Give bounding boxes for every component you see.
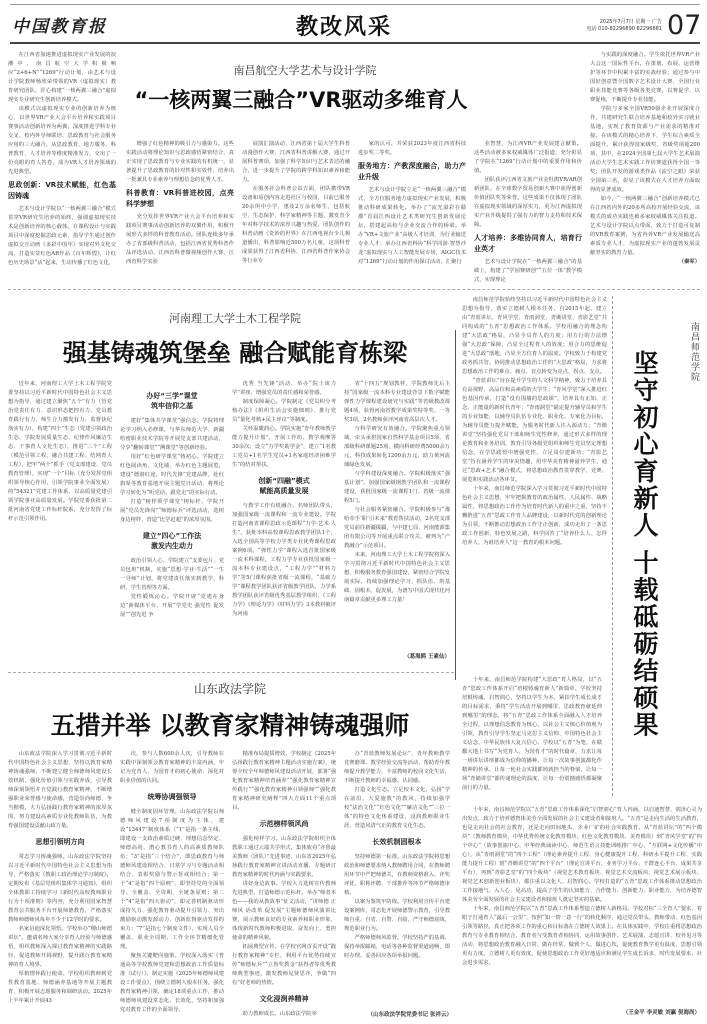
article1-subhead-1: 思政创新：VR技术赋能，红色基因铸魂 — [8, 181, 116, 200]
paragraph: 用好“红色研学课堂”铸初心。学院建立红色阅读角、文化墙，举办红色主题展览，建设“德润红途，时代先锋”党建品牌，赴红旗渠等教育基地开展主题党日活动，将理论学习转化为“听党话、跟党走”的实际行动。 — [120, 454, 224, 496]
article4-column-2 — [120, 750, 224, 1020]
paragraph: 办“青蓝教师发展论坛”、青年教师教学竞赛磨课、教学经验交流等活动，帮助青年教师提升教学能力，丰富教师的校园文化生活，不断提升教师的幸福感、认同感。 — [344, 751, 450, 784]
article1-byline: （秦军） — [678, 259, 700, 265]
page-number: 07 — [667, 10, 702, 41]
paragraph: 与科学研究有效融合。学院聚焦重点领域，牵头承担国家自然科学基金项目5项、省部级科研课题25项，横向科研经费5000余万元，科技成果转化1200余万元，助力黄河流域绿色发展。 — [344, 426, 450, 468]
article4-kicker: 山东政法学院 — [193, 682, 266, 696]
paragraph: 学院与多家全国VR50强企业开展深度合作，共建研究生联合培养基地和校外实习就业基地，实现了教育资源与产业需求的精准对接。在该模式的精心培养下，学生综合素质全面提升，累计获得国家级奖、省级奖项超200项，其中，在2024全国第七届大学生艺术展演活动大学生艺术实践工作坊赛道获得全国一等奖；团队开发的游戏类作品《流空之眼》荣获全国第三名，彰显了该模式在人才培养方面取得的显著成效。 — [590, 106, 700, 193]
paragraph: “青蓝讲坛”旨在提升学生的人文科学精神，致力于培养具有高视野、高品位和高素质的大学生；“青风学堂”深入推进红色基因传承，打造“没有围墙的思政课”，培养具有正知、正念、正能量的新时代青年；“青雨洞堂”锚定提升辅导员和学生的专业知能，以辅导员队伍专业化、职业化、专家化为目标，为辅导员能力提升赋能，为服务时代新人注入源动力；“青锄讲堂”坚持强化党员干部和师生党性修养，通过形式多样的理论教育和业务培训，教育引导各级党组织和师生党员坚定理想信念，在学思践悟中增强党性，立足岗位建新功；“青影艺堂”旨在涵养学生的审美情趣，用中华美育精神滋养学生，通过“思政+艺术”融合模式，将思想政治教育贯穿教学、竞赛、展览和实践活动各环节。 — [462, 378, 607, 483]
paragraph: 精准布局提质增效。学校制定《2025年弘扬践行教育家精神主题活动实施方案》，统筹全校全年师德师风建设活动开展，部署“强化教育家精神培育涵养”“强化教育家精神宣传践行”“强化教育家精神引领强师”“强化教育家精神研究阐释”四大方面11个重点项目。 — [232, 751, 336, 811]
paragraph: 南昌师范学院始终坚持以习近平新时代中国特色社会主义思想为指导，落实立德树人根本任务，自2015年起，建立由“青蓝讲坛、青风学堂、青雨洞堂、青锄讲堂、青影艺堂”共同构成的“五青”思想政治工作体系。学校用融合的理念构建“大思政”格局，凸显全员育人的力度；用方行的方法增强“大思政”保障，凸显全过程育人的效度；用合力的思维促进“大思政”落地，凸显全方位育人的温度。学校致力于构建党政务抓共管、协同推动思想政治工作的“大思政”格局，力求将思想政治工作的难点、痛点、盲点转变为亮点、拐点、支点。 — [462, 297, 607, 375]
paragraph: 艺术与设计学院立足“一核两翼三融合”模式，全方位服务地方虚拟现实产业发展，积极推动科研成果转化。举办了“流光溢彩在赣都”首届江西设计艺术类研究生创新发展论坛，搭建起高校与企业交流合作的桥梁。举办“VR+文旅产业”高级人才培训，为行业输送专业人才；承办江西省科协“科学同游·智慧沙龙”虚拟现实与人工智能发展专场，AIGC技术对“1269”行动计划的作用探讨活动，汇聚行 — [358, 187, 466, 265]
article4-column-4 — [344, 750, 450, 1008]
paragraph: 业智慧，为江西VR产业发展建言献策。这些活动被多家权威媒体广泛报道，充分彰显了学院在“1269”行动计划中的重要作用和价值。 — [474, 141, 582, 174]
article2-kicker: 河南理工大学土木工程学院 — [169, 312, 301, 325]
paragraph: 名家启迪深化领悟。学校举办“稷山师德讲坛”，邀请名师大家分享育人经验与师德感悟，组织教师深入探讨教育家精神的实践路径，促进教师开阔视野，提升践行教育家精神的育人境界。 — [8, 926, 112, 968]
paragraph: 省“十四五”规划教材，学院教师先后主持“国家级一流本科专业建设背景下数字赋能弹性力学课程建设研究与实践”等省级教改课题4项，获得河南省教学成果奖特等奖、一等奖3项，2名教师获评河南省高层次人才。 — [344, 381, 450, 423]
paragraph: 助力教师成长。山东政法学院举 — [242, 1011, 317, 1017]
article1-subhead-4: 人才培养：多维协同育人，培育行业英才 — [474, 234, 582, 253]
paragraph: 在服务社会科普公益方面，团队携带VR设备和原创内容走进社区与校园，目前已服务20余所中小学，惠及2万余名师生，包括航空、生态保护、科学家精神等主题，激发青少年对科学技术的浓厚兴趣与热爱。团队创作的科普动画《奇妙的世界》在江西电视台少儿频道播出，科普影响近500万名儿童，这项科普成果获得了江西省科协、江西省科普作家协会等行业专 — [242, 186, 350, 264]
paragraph: 厚植情怀践行使命。学校组织教师到党性教育基地、师德涵养基地等开展主题教育，积极开展志愿服务和调研活动。2025年上半年累计开展43 — [8, 971, 112, 1004]
paragraph: 坚持师德第一标准。山东政法学院将思想政治和师德要求纳入教师聘用合同，在教师聘用环节中严把师德关，在教师资格准入、评奖评优、职称评聘、干部推荐等环节严格师德审核。 — [344, 854, 450, 896]
paragraph: 家的认可，并荣获2023年度江西省科技进步奖二等奖。 — [358, 141, 466, 156]
article2-column-4 — [344, 380, 450, 652]
paragraph: 次，参与人数600余人次，引导教师在实践中深刻领会教育家精神的丰富内涵，牢记为党育人、为国育才的初心使命，深化对职业价值的认同。 — [120, 751, 224, 784]
phone-line: 电话 010-82296890 82296881 — [586, 26, 662, 32]
article4-subhead-2: 统筹协调强领导 — [147, 793, 197, 801]
article3-column-mid — [462, 676, 602, 806]
paragraph: 健全制度固环管理。山东政法学院以师德师风建设7项制度为主体，建设“13447”制度体系（“1”是指一条主线，即建设一支政治素质过硬、理想信念坚定、师德高尚、潜心教书育人的高素质教师队伍；“3”是指“三个结合”，即思政教育与师德师风建设相结合、日常学习与专题活动相结合、表彰奖励与警示惩戒相结合；第一个“4”是指“四个原则”，即坚持党的全面领导、全覆盖、全周期、全链条原则；第二个“4”是指“四大驱动”，即完善机制驱动形成持久力、强化教育驱动提升引领力、突出激励驱动激发源动力、创新监督驱动发挥约束力；“7”是指七个制度文件），实现人员全覆盖、职业全周期、工作全环节精细化管理。 — [120, 809, 224, 950]
column-rule — [612, 296, 613, 796]
paragraph: 在江西省加速推进虚拟现实产业发展的浪潮中，南昌航空大学积极响应“2+6+N”“1269”行动计划，由艺术与设计学院教师杨欣荣带领的VR（虚拟现实）教育研究团队，匠心构建“一核两翼三融合”虚拟现实专业研究生创新培养模式。 — [8, 52, 116, 103]
article1-column-2 — [126, 140, 234, 282]
paragraph: 山东政法学院深入学习贯彻习近平新时代中国特色社会主义思想，坚持以教育家精神铸魂强师，不断建立健全师德师风建设长效机制，强化价值引领与实践养成，引导教师深刻领悟并自觉践行教育家精神，不断增强职业荣誉感与使命感，营造崇尚师德、争当楷模，大力弘扬践行教育家精神的浓厚氛围，努力建设高素质专业化教师队伍，为教育强国建设贡献山政力量。 — [8, 751, 112, 829]
paragraph: 十年来，南昌师范学院深入学习贯彻习近平新时代中国特色社会主义思想，牢牢把握教育的政治属性、人民属性、战略属性，将思想政治工作作为培育时代新人的重中之重，坚持不懈推进“五青”思政工作育人品牌建设，以新时代党的创新理论为引领，不断推动思想政治工作守正创新，成功走出了一条思政工作创新、特色发展之路，科学回答了“培养什么人、怎样培养人、为谁培养人”这一教育的根本问题。 — [462, 486, 607, 546]
paragraph: 关怀温暖润心。学院实施“青年教师教学能力提升计划”，开展工作坊、教学观摩等30余次；设立“力学奖助学金”，建立“1名教工党员+1名学生党员+1名家庭经济困难学生”的结对帮扶。 — [232, 426, 336, 468]
paragraph: 建好“集体共学课堂”强信念。学院将理论学习纳入必修课，与华东师范大学、新疆哈密职业技术学院等开展党支部共建活动，分享“翻转课堂”“溯课堂”等创新经验。 — [120, 418, 224, 451]
article4-column-3 — [232, 750, 336, 1020]
issue-meta — [572, 19, 662, 33]
paragraph: 政治引领人心。学院建立“支委包片、党员包班”机制，实施“思想·学业·生活”“一生一导师”计划，将党建责任落实到教学、科研、学生管理等方面。 — [120, 558, 224, 591]
paragraph: 讲好身边故事。学校大力选树宣传教师先进典型，打造师德示范标杆。举办“师者本色——我的从教故事”征文活动，“讲师德 正师风 话改革 促发展”主题师德师风演讲比赛，展示教师良好的专业素养和职业形象，体现新时代教师积极进取、奋发向上、勇担使命的精神风貌。 — [232, 881, 336, 941]
article4-subhead-4: 文化浸润养精神 — [259, 995, 309, 1003]
paragraph: 该模式以虚拟现实专业的创新培养为核心，以世界VR产业大会平台培养和实践项目赛事活动创新培养为两翼，深度推进学科专业交叉、校内外导师联培、思政教育与社会服务应用的三大融合，从思政教育、地方服务、科普教育、人才培养等维度精准发力，交出了一份亮眼的育人答卷，成为VR人才培养领域的先进典型。 — [8, 106, 116, 175]
article-divider — [8, 289, 700, 290]
paragraph: 艺术与设计学院以“一核两翼三融合”模式贯穿VR研究生培养的始终，强调虚拟现实技术是创新培养的核心载体。在课程设计与实践项目中深度挖掘思政元素，指导学生通过创作虚拟交互动画《多彩中国年》实现对外文化交流，打造实景红色AR作品《百年辉煌》，让红色历史场景“活”起来，生动传播了红色文化， — [8, 206, 116, 266]
article1-column-3 — [242, 140, 350, 282]
article1-column-6 — [590, 51, 700, 283]
column-rule — [455, 330, 456, 680]
date-line: 2025年7月7日 星期一 广告 — [599, 19, 662, 25]
paragraph: 展演汇演活动、江西省第十届大学生科普动漫创作大赛、江西省科普讲解大赛，通过开展科普赛项，加强了科学知识与艺术表达的融合，进一步提升了学院的跨学科知识素养和能力。 — [242, 141, 350, 183]
article2-headline: 强基铸魂筑堡垒 融合赋能育栋梁 — [62, 339, 408, 367]
article1-subhead-2: 科普教育：VR科普进校园，点亮科学梦想 — [126, 189, 234, 208]
paragraph: 与教学工作有机融合。名师团队带头，加强国家级一流课程和一流专业建设。学院打造河南省课程思政示范课程“力学·艺术·人生”，获批本科高校课程思政教学团队1个，入选全国高等学校力学类专业优秀课程思政案例6项。“弹性力学”课程入选首批国家级一流本科课程，工程力学专业获批国家级一流本科专业建设点，“工程力学”“材料力学”等5门课程获批省级一流课程，“基础力学”课程教学团队获评省级教学团队，力学系教学团队获评省级优秀基层教学组织，《工程力学》《理论力学》《材料力学》3本教材被评为河南 — [232, 503, 336, 617]
paragraph: 增强了红色精神的吸引力与感染力。这些实践活动将理论知识与思政感悟紧密结合，真正实现了思政教育与专业实践的有机统一，显著提升了思政教育的针对性和实效性，培养出一批兼具专业素养与理想信念的优秀人才。 — [126, 141, 234, 183]
article1-col1-text — [8, 51, 116, 177]
article2-subhead-1: 办好“三学”课堂 筑牢信仰之基 — [146, 392, 198, 410]
article1-column-5 — [474, 140, 582, 282]
article1-column-4 — [358, 140, 466, 282]
paragraph: 团队获评江西省文旅产业金牡鹃VR/AR创新团队，在全球数字贸易创新大赛中获得创新价值团队奖等荣誉。这些成果不仅体现了团队在虚拟现实领域的深厚实力，更为江西虚拟现实产业升级提供了强有力的智力支持和技术保障。 — [474, 177, 582, 228]
paragraph: 打造文化生态。立足校本文化，弘扬“学在前沿、大爱施教”的教风，持续加强学校“法治文化”“红色文化”“廉洁文化”“三位一体”的特色文化体系建设，浸润教师职业生涯，营造风清气正的教育文化生态。 — [344, 787, 450, 829]
newspaper-logo: 中国教育报 — [12, 17, 107, 37]
paragraph: 艺术与设计学院在“一核两翼三融合”的基础上，构建了“学园赛研创”“五位一体”教学模式，实现理论 — [474, 259, 582, 282]
article2-column-1 — [8, 380, 112, 662]
article1-kicker: 南昌航空大学艺术与设计学院 — [233, 64, 377, 77]
paragraph: 党性锻炼沁心。学院开辟“党建在身边”新媒体平台，开展“学党史 强党性 促发展”“创先进 争 — [120, 594, 224, 618]
paragraph: 聚焦关键靶向施策。学校深入落实《普通高等学校教师党建和思想政治工作质量标准（试行）》，制定实施《2025年师德师风建设工作要点》，围绕立德树人根本任务，强化教育家精神引领，确定18项重点工作，推动师德师风建设常态化、长效化，坚持和加强党对教育工作的全面领导。 — [120, 953, 224, 1013]
article3-byline: （王金平 李灵敏 刘赢 倪海尚） — [622, 1010, 700, 1016]
paragraph: 十年来，南昌师范学院以“五青”思政工作体系塑造立德树人新格局。学校对标“三全育人”要求，着眼于打通育人“最后一公里”，按照“知一情一意一行”的转化顺序，通过党员带头、教师带动、红色基因引领等路径，真正把各项工作的重心和目标落在立德树人效果上。在具体实践中，学校注重将思想政治教育与专业教育相结合，教育者与受教育者相协同，运用故事创作、艺术展演、志愿宣讲、校外见习等活动，将思想政治教育融入日常、做在经常、做到个人、做进心坎，促使教育教学更有温度、思想引领更有力度、立德树人更有效度，促使思想政治工作更好地适应和满足学生成长诉求、时代发展要求、社会进步需求。 — [462, 906, 702, 966]
article3-column-bottom — [462, 806, 702, 1006]
article4-headline: 五措并举 以教育家精神铸魂强师 — [50, 711, 410, 740]
section-title: 教改风采 — [296, 14, 393, 40]
masthead-rule — [10, 42, 700, 44]
article4-byline: （山东政法学院党委书记 张祥云） — [367, 1012, 452, 1018]
paragraph: 与学科建设深度融合。学院积极落实“强基计划”，加强国家级钢教学团队和一流课程建设，获批国家级一流课程1门、省级一流课程5门。 — [344, 471, 450, 504]
paragraph: 拓展典型宣传。在学校官网首页开设“践行教育家精神”专栏，利用平台优势持续宣传“师德标兵”“立鲁奖教金”获得者等优秀教师典型事迹，激发教师见贤思齐，争做“四有”好老师的热情。 — [232, 944, 336, 986]
article3-kicker: 南昌师范学院 — [689, 322, 699, 382]
paragraph: 近年来，河南理工大学土木工程学院党委坚持以习近平新时代中国特色社会主义思想为指导，通过建立聚焦“五个”有力（管党治党责任有力、意识形态把控有力、党员教育践行有力、师生合力激发有力、监督执纪落实有力），构建“四个”生态（党建引领政治生态、学院发展质量生态、纪律作风廉洁生态、干事育人文化生态），推进“三个”工程（模范引领工程、融合共建工程、结网育人工程），把牢“两个”抓手（党支部建设、党员教育管理），实现“一个”目标（充分发挥党组织领导核心作用，引领学院事业全面发展）的“54321”党建工作体系，以高质量党建引领学院事业高质量发展。学院党委获批第二批河南省党建工作标杆院系，充分发挥了标杆示范引领作用。 — [8, 381, 112, 522]
paragraph: 打造“榜样领学课堂”树标杆。学院开展“党员先锋岗”“师德标兵”评选活动，选树身边榜样，营造“比学赶超”的浓厚氛围。 — [120, 499, 224, 523]
article1-column-1 — [8, 51, 116, 281]
article2-subhead-2: 建立“四心”工作法 激发内生动力 — [142, 532, 202, 550]
article4-column-1 — [8, 750, 112, 1020]
paragraph: 未来，河南理工大学土木工程学院将深入学习贯彻习近平新时代中国特色社会主义思想，积极服务教育强国建设，紧密结合学院发展实际，持续加强理论学习，抓队伍、筑基础、固根本、促发展，为谱写中国式现代化河南篇章贡献更多理工力量！ — [344, 552, 450, 603]
article1-headline: “一核两翼三融合”VR驱动多维育人 — [134, 88, 468, 112]
paragraph: 常态学习铸魂强师。山东政法学院坚持以习近平新时代中国特色社会主义思想为指导，严格落实《教职工政治理论学习制度》，定期发布《基层党组织集体学习通知》，组织全体教职工持续学习《新时代高校教师职业行为十项准则》等内容，充分利用国家智慧教育公共服务平台开展师德教育，严格落实教师师德师风每年不少于12学时的要求。 — [8, 854, 112, 923]
article1-subhead-3: 服务地方：产教深度融合，助力产业升级 — [358, 162, 466, 181]
article2-subhead-3: 创新“四融”模式 赋能高质量发展 — [258, 477, 310, 495]
paragraph: 制度保障凝心。学院制定《党员积分考核办法》《组织生活会实施细则》，推行党员“量化考核+民主评议”等制度。 — [232, 399, 336, 423]
paragraph: 严格师德师风监督。学校坚持严的基调，保持举报邮箱、电话等各种监督渠道通畅，即时办理、妥善回应各项举报问题。 — [344, 935, 450, 959]
article3-column-top — [462, 296, 607, 676]
paragraph: 充分发挥世界VR产业大会平台培养和实践项目赛事活动创新培养的双翼作用，积极开展形式多样的科普教育活动。团队连续多年承办了省部级科普活动，包括江西省优秀科普作品评选活动、江西省科普微视频创作大赛、江西省科学实验 — [126, 214, 234, 265]
paragraph: 十年来，南昌师范学院以“五青”思政工作体系深化“启智润心”育人内涵，以启迪智慧、润泽心灵为出发点，致力于培养德智体美劳全面发展的社会主义建设者和接班人。“五青”是走向生活的生活教育，也是走向社会的社会教育，还是走向田间地头、企业厂矿的社会实践教育。从“青蓝讲坛”的“四个模块”（教师教育模块、中华优秀传统文化教育模块、红色文化教育模块、美育模块）到“青风学堂”的“四个中心”（故事创演中心、中华经典诵读中心、师范生语言技能训练推广中心、“互联网+文化传播”中心），从“青雨洞堂”的“四个工程”（理论素养提升工程、身心健康提升工程、科研水平提升工程、实践能力提升工程）到“青锄讲堂”的“四个平台”（理论宣讲平台、业务学习平台、干群连心平台、成果共享平台），再到“青影艺堂”的“四个板块”（视觉艺术教育板块、视觉艺术交流板块、视觉艺术展示板块、视觉艺术创新创业板块），都注重以文化人、启智润心。学校打造的“五青”思政工作体系推动思想政治工作接地气、入人心、见高功，提高了学生的认知能力、合作能力、创新能力、职业能力，为培养德智体美劳全面发展的社会主义建设者和接班人奠定坚实的基础。 — [462, 807, 702, 903]
article-divider — [8, 672, 454, 673]
top-rule — [10, 4, 700, 5]
article4-subhead-1: 思想引领明方向 — [35, 838, 85, 846]
paragraph: 与社会服务紧密融合。学院积极参与“豫哈牵手‘职’引未来”教育帮扶活动，2名党支部党员前往新疆援疆，与中建七局、河南能源集团有限公司等开展重点联合攻关，被列为“产教融合”示范项目。 — [344, 507, 450, 549]
paragraph: 与实践的深度融合。学生依托世界VR产业大会这一国际性平台，在策划、布展、运营维护等环节中积累丰富的实战经验；通过参与中国好创意暨全国数字艺术设计大赛、全国行业职业技能竞赛等各级各类竞赛，以赛促学、以赛促练，不断提升专业技能。 — [590, 52, 700, 103]
paragraph: 强化榜样学习。山东政法学院组织全体教职工通过云端共学形式，集体收看“齐鲁最美教师（团队）”先进事迹、山东省2025年弘扬践行教育家精神宣讲活动直播，专题研讨教育家精神的时代内涵与实践要求。 — [232, 836, 336, 878]
article2-byline: （葛海鸥 王素仙） — [404, 654, 450, 660]
paragraph: 以案为鉴筑牢防线。学校利用宣传平台建设案例库，常态化开展师德警示教育，引导教师自重、自省、自警、自励，严守师德底线，规范职业行为。 — [344, 899, 450, 932]
paragraph: 如今，“一核两翼三融合”创新培养模式已在江西省内外的20多所高校开展经验交流，该模式的成功实践也被多家权威媒体关注报道。艺术与设计学院以点带面，致力于打造可复制的VR教育案例，为省内外VR产业发展输送高素质专业人才，为虚拟现实产业的蓬勃发展贡献坚实的教育力量。 — [590, 196, 700, 256]
paragraph: 十年来，南昌师范学院构建“大思政”育人格局，以“五青”思政工作体系开启“培根铸魂育新人”新篇章。学校坚持培根铸魂、启智润心，坚持以学生为本，紧扣学生成长成才的目标需求，秉持“学生活动开展到哪里，思政教育就延伸到哪里”的理念，将“五青”思政工作体系全面融入人才培养全过程，以理想信念教育为核心，以社会主义核心价值观为引领，教育引导学生坚定马克思主义信仰、中国特色社会主义信念、中华民族伟大复兴信心。学校以“五青”为笔，在赣鄱大地上书写“为党育人、为国育才”的时代篇章，力求让每一场讲坛讲座都成为信仰的播种，让每一次故事创演都化作精神的传承，让每一轮社会实践都铸就担当的脊梁，让每一场“青锄讲堂”都传递理论的温度，让每一份震撼感悟都凝聚前行的力量。 — [462, 677, 602, 791]
article4-subhead-3: 示范榜样领风尚 — [259, 820, 309, 828]
article4-subhead-5: 长效机制固根本 — [372, 838, 422, 846]
article3-headline: 坚守初心育新人 十载砥砺结硕果 — [630, 350, 659, 739]
paragraph: 优秀 当先锋”活动，举办“院士谈力学”讲座，增强党员的责任感和荣誉感。 — [232, 381, 336, 396]
article2-column-3 — [232, 380, 336, 665]
article2-column-2 — [120, 385, 224, 665]
